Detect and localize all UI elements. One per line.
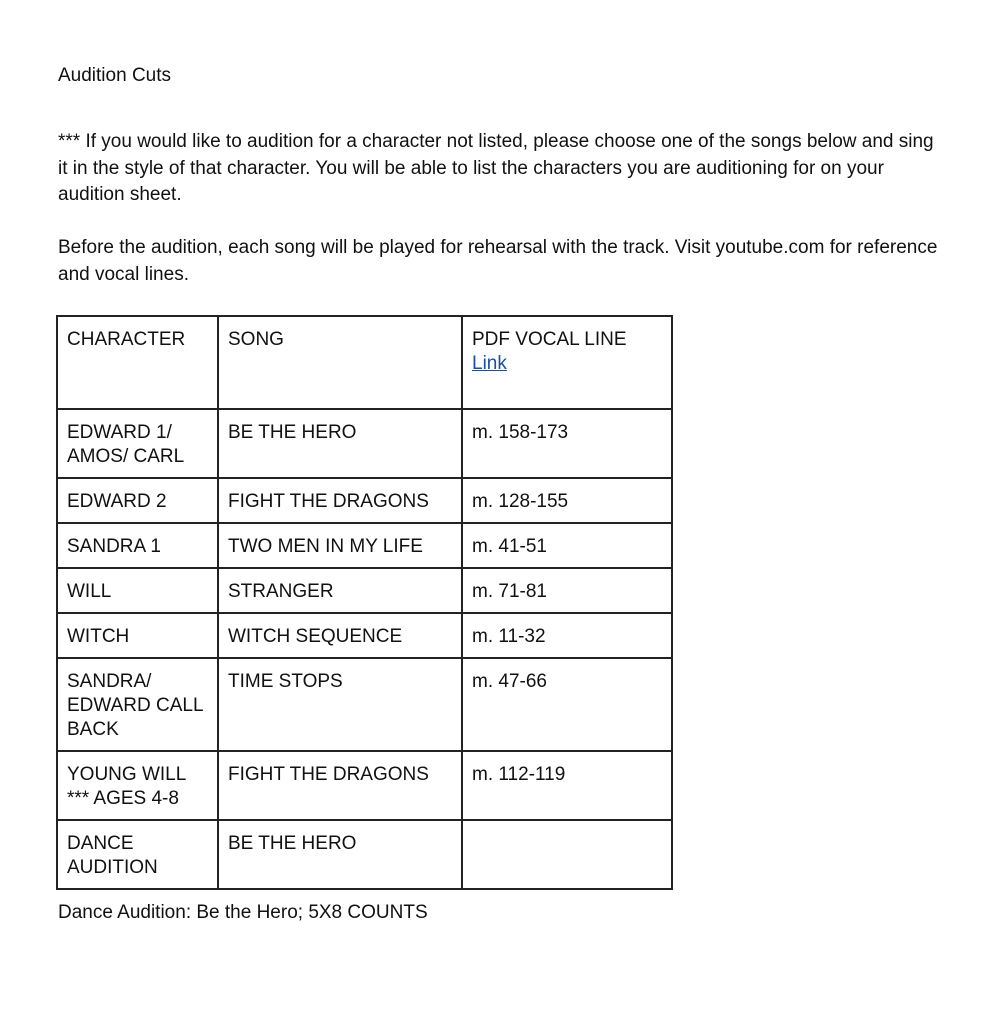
character-cell: DANCE AUDITION	[57, 820, 218, 889]
song-cell: FIGHT THE DRAGONS	[218, 478, 462, 523]
table-row	[57, 568, 672, 613]
dance-audition-note: Dance Audition: Be the Hero; 5X8 COUNTS	[58, 902, 428, 923]
character-cell: SANDRA 1	[57, 523, 218, 568]
measures-cell: m. 71-81	[462, 568, 672, 613]
table-row	[57, 658, 672, 751]
table-row	[57, 820, 672, 889]
character-cell: WITCH	[57, 613, 218, 658]
header-song: SONG	[218, 316, 462, 409]
song-cell: TWO MEN IN MY LIFE	[218, 523, 462, 568]
song-cell: BE THE HERO	[218, 409, 462, 478]
character-cell: EDWARD 2	[57, 478, 218, 523]
measures-cell: m. 158-173	[462, 409, 672, 478]
page-title: Audition Cuts	[58, 65, 172, 86]
vocal-line-link[interactable]: Link	[472, 353, 507, 374]
measures-cell: m. 41-51	[462, 523, 672, 568]
header-character: CHARACTER	[57, 316, 218, 409]
song-cell: FIGHT THE DRAGONS	[218, 751, 462, 820]
audition-cuts-table	[56, 315, 673, 890]
character-cell: EDWARD 1/ AMOS/ CARL	[57, 409, 218, 478]
song-cell: TIME STOPS	[218, 658, 462, 751]
table-header-row	[57, 316, 672, 409]
table-row	[57, 409, 672, 478]
rehearsal-paragraph: Before the audition, each song will be played for rehearsal with the track. Visit youtube.com for reference and vocal lines.	[58, 237, 938, 285]
character-cell: SANDRA/ EDWARD CALL BACK	[57, 658, 218, 751]
measures-cell: m. 47-66	[462, 658, 672, 751]
header-vocal-line	[462, 316, 672, 409]
measures-cell: m. 11-32	[462, 613, 672, 658]
measures-cell	[462, 820, 672, 889]
table-row	[57, 478, 672, 523]
measures-cell: m. 128-155	[462, 478, 672, 523]
measures-cell: m. 112-119	[462, 751, 672, 820]
character-cell: YOUNG WILL *** AGES 4-8	[57, 751, 218, 820]
character-cell: WILL	[57, 568, 218, 613]
song-cell: WITCH SEQUENCE	[218, 613, 462, 658]
table-row	[57, 523, 672, 568]
table-row	[57, 613, 672, 658]
table-row	[57, 751, 672, 820]
song-cell: STRANGER	[218, 568, 462, 613]
header-vocal-line-label: PDF VOCAL LINE	[472, 329, 627, 350]
intro-paragraph: *** If you would like to audition for a character not listed, please choose one of the songs below and sing it in the style of that character. You will be able to list the characters you are auditioning for on your audition sheet.	[58, 131, 934, 205]
song-cell: BE THE HERO	[218, 820, 462, 889]
